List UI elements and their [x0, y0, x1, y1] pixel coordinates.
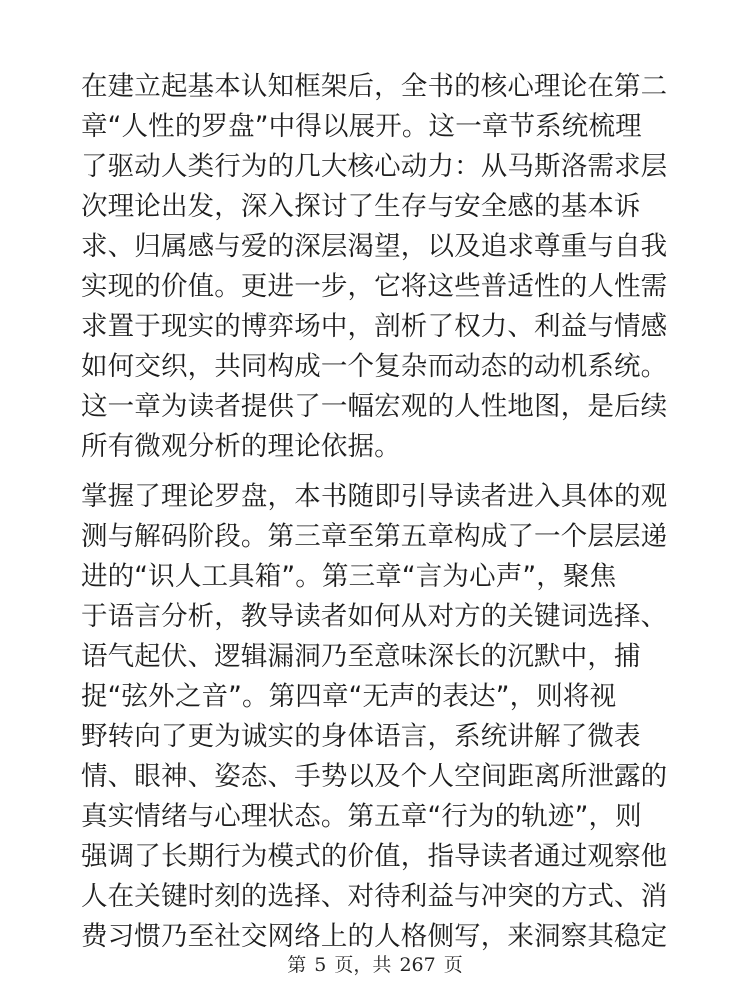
text-line: 求、归属感与爱的深层渴望，以及追求尊重与自我	[81, 231, 668, 262]
text-line: 掌握了理论罗盘，本书随即引导读者进入具体的观	[81, 481, 668, 512]
text-line: 章“人性的罗盘”中得以展开。这一章节系统梳理	[81, 111, 642, 142]
text-line: 如何交织，共同构成一个复杂而动态的动机系统。	[81, 351, 668, 382]
text-line: 测与解码阶段。第三章至第五章构成了一个层层递	[81, 521, 668, 552]
text-line: 费习惯乃至社交网络上的人格侧写，来洞察其稳定	[81, 921, 668, 952]
text-line: 捉“弦外之音”。第四章“无声的表达”，则将视	[81, 681, 617, 712]
text-line: 野转向了更为诚实的身体语言，系统讲解了微表	[81, 721, 641, 752]
text-line: 所有微观分析的理论依据。	[81, 431, 401, 462]
text-line: 进的“识人工具箱”。第三章“言为心声”，聚焦	[81, 561, 617, 592]
text-line: 了驱动人类行为的几大核心动力：从马斯洛需求层	[81, 151, 668, 182]
text-line: 求置于现实的博弈场中，剖析了权力、利益与情感	[81, 311, 668, 342]
text-line: 人在关键时刻的选择、对待利益与冲突的方式、消	[81, 881, 668, 912]
text-line: 在建立起基本认知框架后，全书的核心理论在第二	[81, 71, 668, 102]
text-line: 真实情绪与心理状态。第五章“行为的轨迹”，则	[81, 801, 642, 832]
text-line: 情、眼神、姿态、手势以及个人空间距离所泄露的	[81, 761, 668, 792]
text-line: 这一章为读者提供了一幅宏观的人性地图，是后续	[81, 391, 668, 422]
text-line: 于语言分析，教导读者如何从对方的关键词选择、	[81, 601, 668, 632]
text-line: 语气起伏、逻辑漏洞乃至意味深长的沉默中，捕	[81, 641, 641, 672]
page-number-footer: 第 5 页，共 267 页	[287, 954, 463, 976]
text-line: 实现的价值。更进一步，它将这些普适性的人性需	[81, 271, 668, 302]
text-line: 次理论出发，深入探讨了生存与安全感的基本诉	[81, 191, 641, 222]
text-line: 强调了长期行为模式的价值，指导读者通过观察他	[81, 841, 668, 872]
